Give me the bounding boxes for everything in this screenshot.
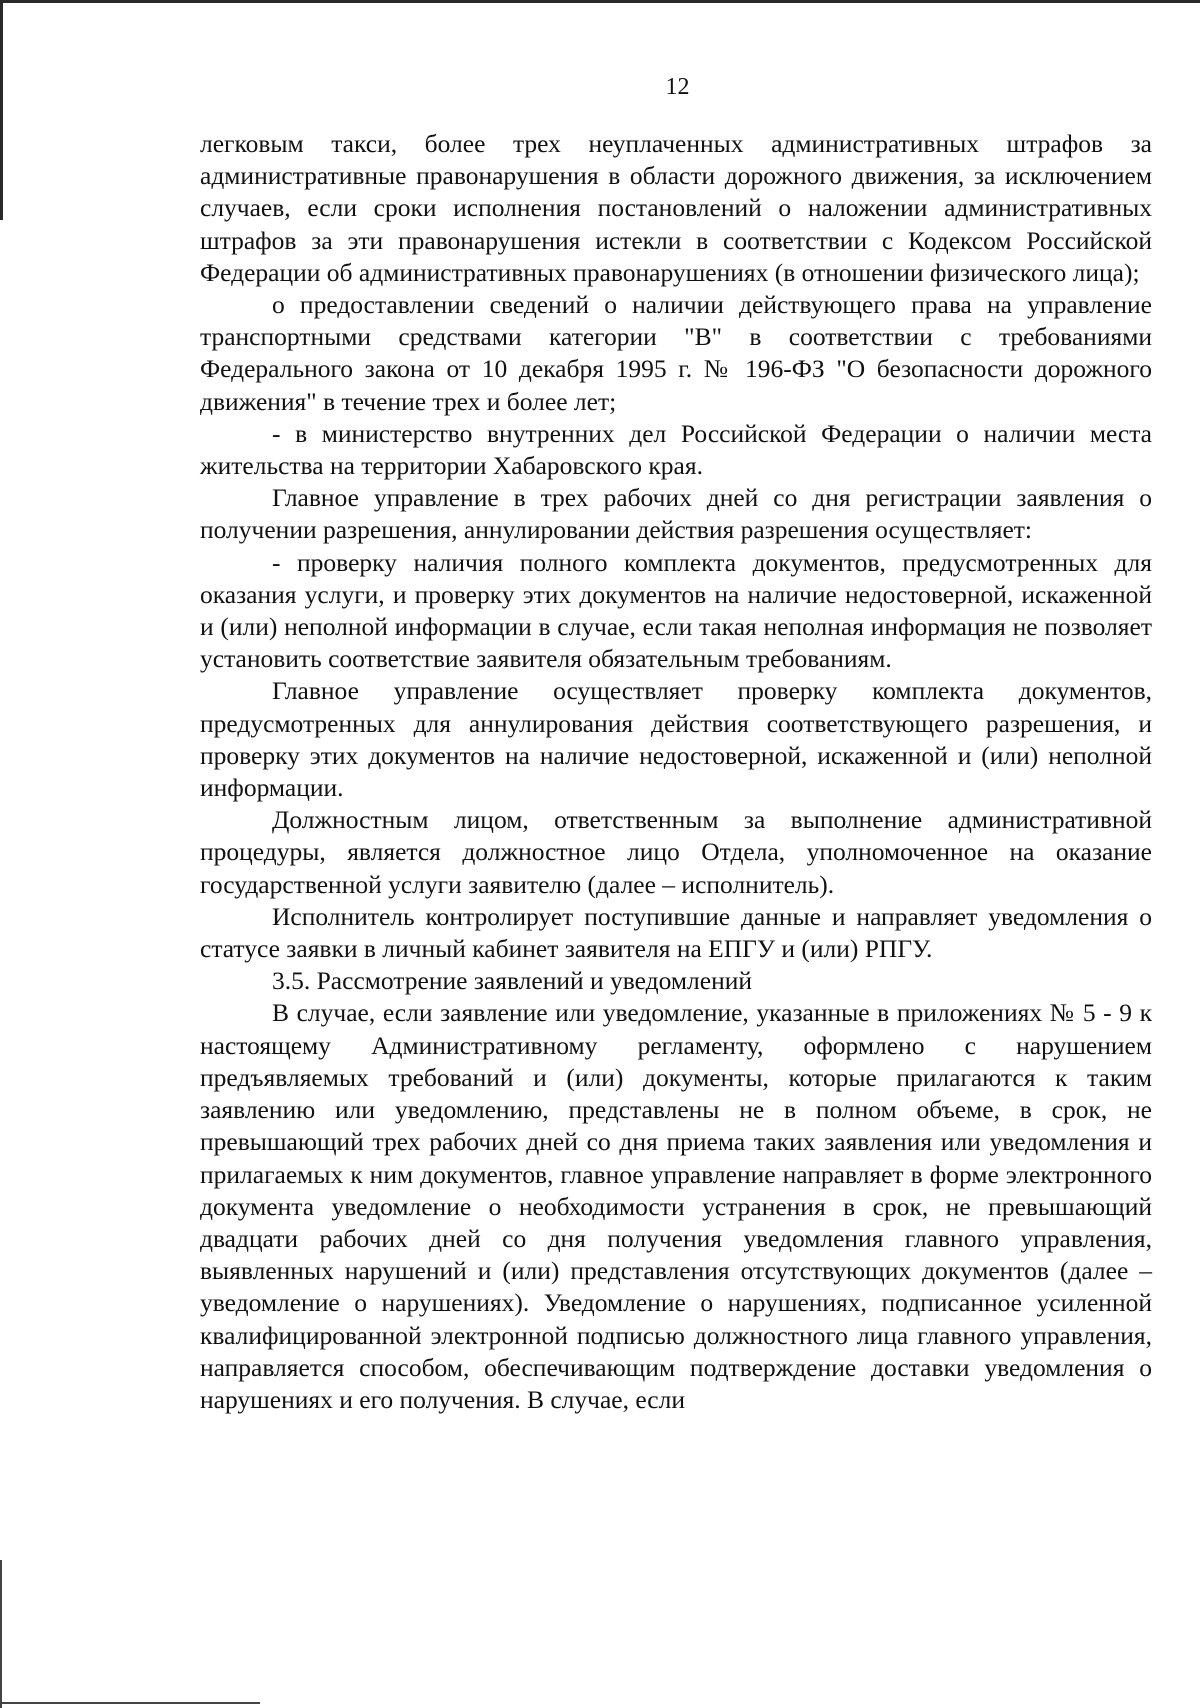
scan-edge-left [0, 0, 3, 220]
paragraph-8: Исполнитель контролирует поступившие данные и направляет уведомления о статусе заявки в личный кабинет заявителя на ЕПГУ и (или) РПГУ. [200, 901, 1152, 964]
scan-edge-top [0, 0, 1200, 3]
document-body [200, 128, 1152, 1416]
paragraph-2: о предоставлении сведений о наличии действующего права на управление транспортными средствами категории "В" в соответствии с требованиями Федерального закона от 10 декабря 1995 г. № 196-ФЗ "О безопасности дорожного движения" в течение трех и более лет; [200, 290, 1152, 416]
paragraph-5: - проверку наличия полного комплекта документов, предусмотренных для оказания услуги, и проверку этих документов на наличие недостоверной, искаженной и (или) неполной информации в случае, если такая неполная информация не позволяет установить соответствие заявителя обязательным требованиям. [200, 547, 1152, 674]
paragraph-6: Главное управление осуществляет проверку комплекта документов, предусмотренных для аннулирования действия соответствующего разрешения, и проверку этих документов на наличие недостоверной, искаженной и (или) неполной информации. [200, 676, 1152, 803]
section-heading-3-5: 3.5. Рассмотрение заявлений и уведомлений [272, 966, 753, 996]
paragraph-3: - в министерство внутренних дел Российской Федерации о наличии места жительства на территории Хабаровского края. [200, 418, 1152, 481]
scan-edge-left-bottom [0, 1560, 2, 1708]
paragraph-10: В случае, если заявление или уведомление, указанные в приложениях № 5 - 9 к настоящему Административному регламенту, оформлено с нарушением предъявляемых требований и (или) документы, которые прилагаются к таким заявлению или уведомлению, представлены не в полном объеме, в срок, не превышающий трех рабочих дней со дня приема таких заявления или уведомления и прилагаемых к ним документов, главное управление направляет в форме электронного документа уведомление о необходимости устранения в срок, не превышающий двадцати рабочих дней со дня получения уведомления главного управления, выявленных нарушений и (или) представления отсутствующих документов (далее – уведомление о нарушениях). Уведомление о нарушениях, подписанное усиленной квалифицированной электронной подписью должностного лица главного управления, направляется способом, обеспечивающим подтверждение доставки уведомления о нарушениях и его получения. В случае, если [200, 998, 1152, 1414]
paragraph-4: Главное управление в трех рабочих дней со дня регистрации заявления о получении разрешения, аннулировании действия разрешения осуществляет: [200, 483, 1152, 545]
paragraph-7: Должностным лицом, ответственным за выполнение административной процедуры, является должностное лицо Отдела, уполномоченное на оказание государственной услуги заявителю (далее – исполнитель). [200, 805, 1152, 899]
page-number: 12 [665, 74, 690, 100]
scan-edge-bottom [0, 1702, 260, 1704]
paragraph-1: легковым такси, более трех неуплаченных административных штрафов за административные правонарушения в области дорожного движения, за исключением случаев, если сроки исполнения постановлений о наложении административных штрафов за эти правонарушения истекли в соответствии с Кодексом Российской Федерации об административных правонарушениях (в отношении физического лица); [200, 129, 1152, 287]
